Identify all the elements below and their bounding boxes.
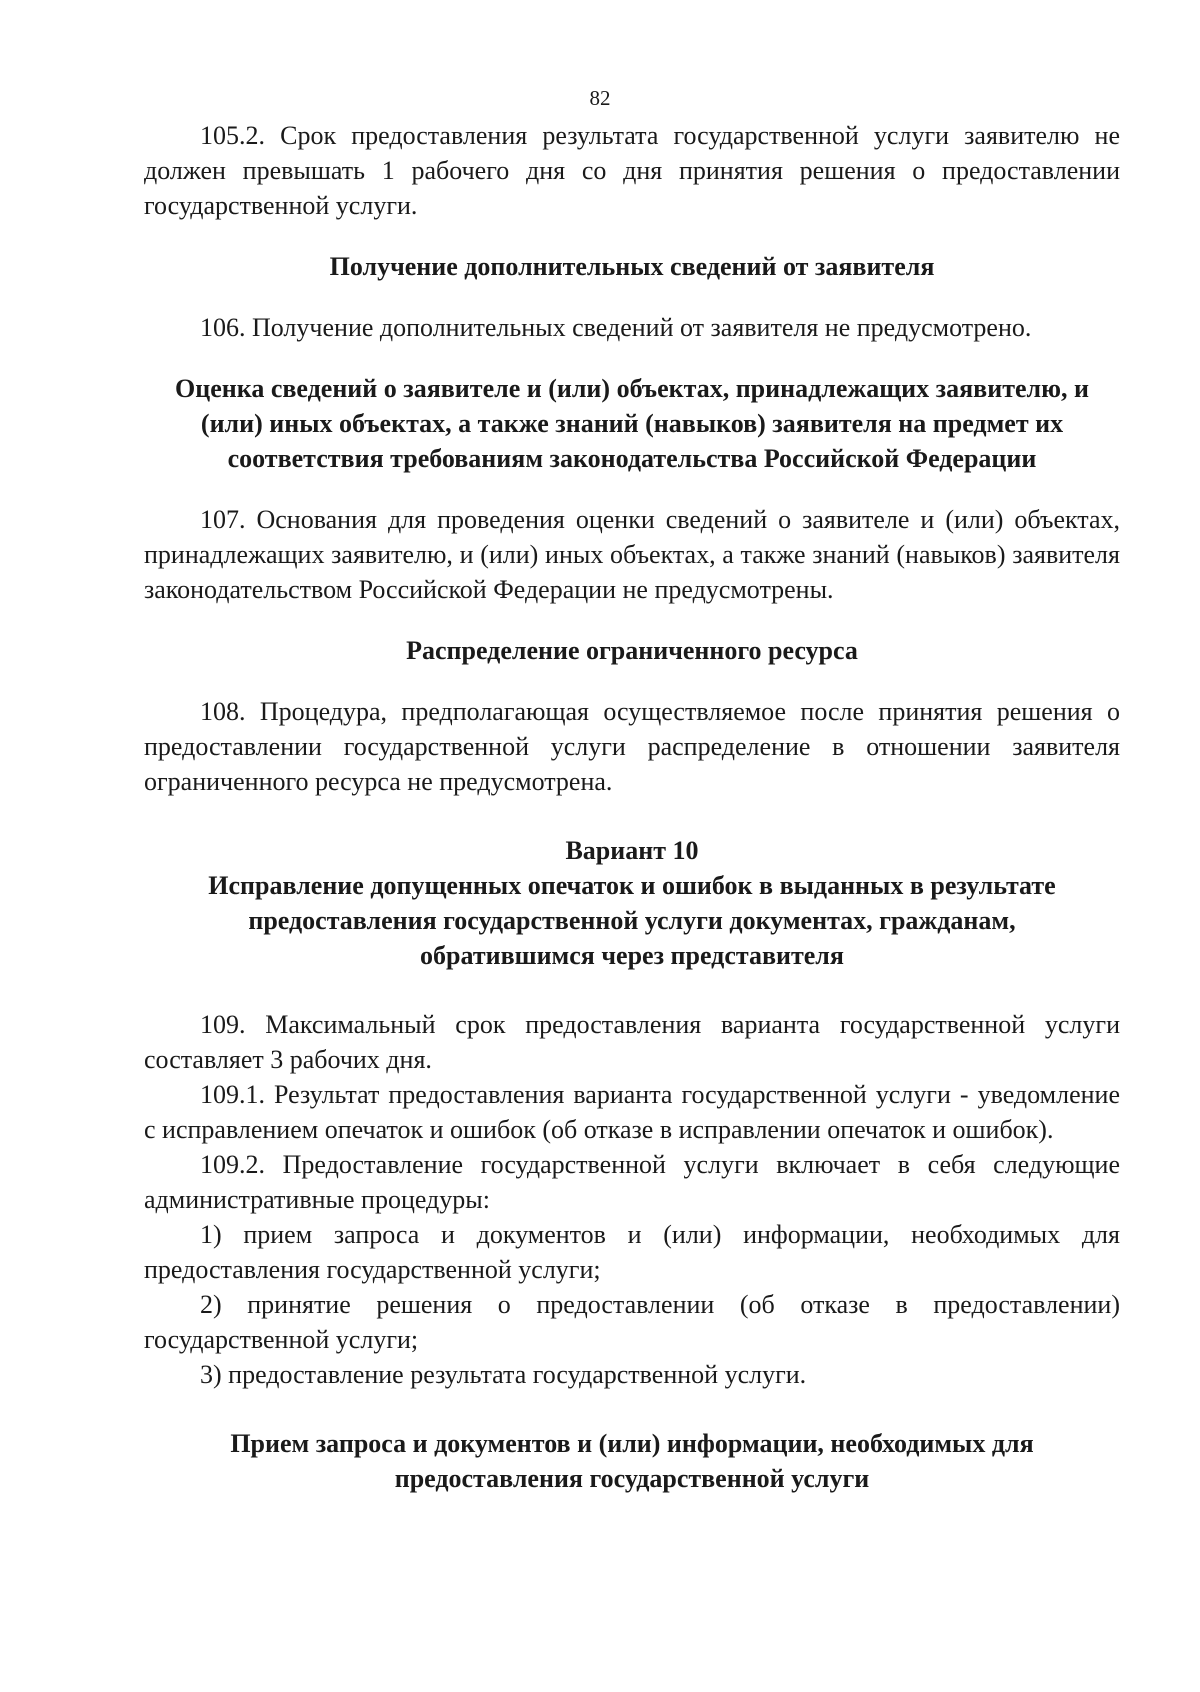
heading-request-reception: Прием запроса и документов и (или) информации, необходимых для предоставления государственной услуги — [230, 1429, 1034, 1493]
document-body — [144, 118, 1120, 1496]
heading-applicant-assessment: Оценка сведений о заявителе и (или) объектах, принадлежащих заявителю, и (или) иных объектах, а также знаний (навыков) заявителя на предмет их соответствия требованиям законодательства Российской Федерации — [175, 374, 1089, 473]
heading-additional-info: Получение дополнительных сведений от заявителя — [329, 252, 935, 281]
list-item-1: 1) прием запроса и документов и (или) информации, необходимых для предоставления государственной услуги; — [144, 1220, 1120, 1284]
paragraph-109: 109. Максимальный срок предоставления варианта государственной услуги составляет 3 рабочих дня. — [144, 1010, 1120, 1074]
heading-variant-10: Вариант 10 — [565, 836, 699, 865]
paragraph-109-1: 109.1. Результат предоставления варианта государственной услуги - уведомление с исправлением опечаток и ошибок (об отказе в исправлении опечаток и ошибок). — [144, 1080, 1120, 1144]
paragraph-108: 108. Процедура, предполагающая осуществляемое после принятия решения о предоставлении государственной услуги распределение в отношении заявителя ограниченного ресурса не предусмотрена. — [144, 697, 1120, 796]
paragraph-109-2: 109.2. Предоставление государственной услуги включает в себя следующие административные процедуры: — [144, 1150, 1120, 1214]
heading-variant-10-title: Исправление допущенных опечаток и ошибок в выданных в результате предоставления государственной услуги документах, гражданам, обратившимся через представителя — [208, 871, 1056, 970]
paragraph-107: 107. Основания для проведения оценки сведений о заявителе и (или) объектах, принадлежащих заявителю, и (или) иных объектах, а также знаний (навыков) заявителя законодательством Российской Федерации не предусмотрены. — [144, 505, 1120, 604]
paragraph-105-2: 105.2. Срок предоставления результата государственной услуги заявителю не должен превышать 1 рабочего дня со дня принятия решения о предоставлении государственной услуги. — [144, 121, 1120, 220]
page-number: 82 — [589, 86, 611, 110]
list-item-3: 3) предоставление результата государственной услуги. — [200, 1360, 807, 1389]
paragraph-106: 106. Получение дополнительных сведений от заявителя не предусмотрено. — [200, 313, 1032, 342]
heading-limited-resource: Распределение ограниченного ресурса — [406, 636, 858, 665]
list-item-2: 2) принятие решения о предоставлении (об отказе в предоставлении) государственной услуги; — [144, 1290, 1120, 1354]
